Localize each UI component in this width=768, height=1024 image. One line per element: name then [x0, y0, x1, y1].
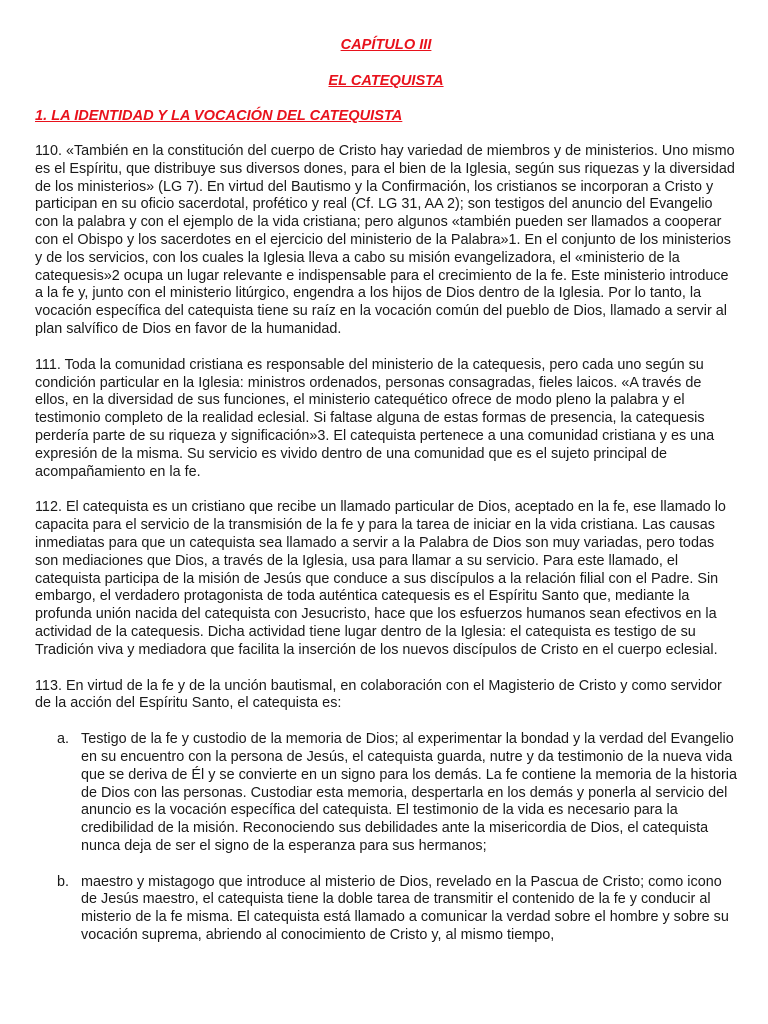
paragraph-112: 112. El catequista es un cristiano que recibe un llamado particular de Dios, aceptado en la fe, ese llamado lo capacita para el servicio de la transmisión de la fe y para la tarea de iniciar en la vida cristiana. Las causas inmediatas para que un catequista sea llamado a servir a la Palabra de Dios son muy variadas, pero todas son mediaciones que Dios, a través de la Iglesia, usa para llamar a su servicio. Para este llamado, el catequista participa de la misión de Jesús que conduce a sus discípulos a la relación filial con el Padre. Sin embargo, el verdadero protagonista de toda auténtica catequesis es el Espíritu Santo que, mediante la profunda unión nacida del catequista con Jesucristo, hace que los esfuerzos humanos sean efectivos en la actividad de la catequesis. Dicha actividad tiene lugar dentro de la Iglesia: el catequista es testigo de su Tradición viva y mediadora que facilita la inserción de los nuevos discípulos de Cristo en el cuerpo eclesial.: [35, 499, 726, 658]
document-body: [35, 28, 737, 963]
list-item-text: Testigo de la fe y custodio de la memoria de Dios; al experimentar la bondad y la verdad del Evangelio en su encuentro con la persona de Jesús, el catequista guarda, nutre y da testimonio de la nueva vida que se deriva de Él y se convierte en un signo para los demás. La fe contiene la memoria de la historia de Dios con las personas. Custodiar esta memoria, despertarla en los demás y ponerla al servicio del anuncio es la vocación específica del catequista. El testimonio de la vida es necesario para la credibilidad de la misión. Reconociendo sus debilidades ante la misericordia de Dios, el catequista nunca deja de ser el signo de la esperanza para sus hermanos;: [81, 731, 737, 854]
list-marker: a.: [57, 731, 70, 748]
list-item-text: maestro y mistagogo que introduce al misterio de Dios, revelado en la Pascua de Cristo; como icono de Jesús maestro, el catequista tiene la doble tarea de transmitir el contenido de la fe y conducir al misterio de la fe misma. El catequista está llamado a comunicar la verdad sobre el hombre y sobre su vocación suprema, abriendo al conocimiento de Cristo y, al mismo tiempo,: [81, 873, 729, 944]
list-item: [35, 874, 737, 945]
list-marker: b.: [57, 873, 70, 890]
chapter-number: CAPÍTULO III: [340, 37, 432, 53]
paragraph-113: 113. En virtud de la fe y de la unción bautismal, en colaboración con el Magisterio de Cristo y como servidor de la acción del Espíritu Santo, el catequista es:: [35, 677, 722, 712]
chapter-title: EL CATEQUISTA: [328, 73, 444, 89]
section-title: 1. LA IDENTIDAD Y LA VOCACIÓN DEL CATEQUISTA: [35, 108, 403, 124]
paragraph-110: 110. «También en la constitución del cuerpo de Cristo hay variedad de miembros y de ministerios. Uno mismo es el Espíritu, que distribuye sus diversos dones, para el bien de la Iglesia, según sus riquezas y la diversidad de los ministerios» (LG 7). En virtud del Bautismo y la Confirmación, los cristianos se incorporan a Cristo y participan en su oficio sacerdotal, profético y real (Cf. LG 31, AA 2); son testigos del anuncio del Evangelio con la palabra y con el ejemplo de la vida cristiana; pero algunos «también pueden ser llamados a cooperar con el Obispo y los sacerdotes en el ejercicio del ministerio de la Palabra»1. En el conjunto de los ministerios y de los servicios, con los cuales la Iglesia lleva a cabo su misión evangelizadora, el «ministerio de la catequesis»2 ocupa un lugar relevante e indispensable para el crecimiento de la fe. Este ministerio introduce a la fe y, junto con el ministerio litúrgico, engendra a los hijos de Dios dentro de la Iglesia. Por lo tanto, la vocación específica del catequista tiene su raíz en la vocación común del pueblo de Dios, llamado a servir al plan salvífico de Dios en favor de la humanidad.: [35, 143, 735, 337]
paragraph-111: 111. Toda la comunidad cristiana es responsable del ministerio de la catequesis, pero cada uno según su condición particular en la Iglesia: ministros ordenados, personas consagradas, fieles laicos. «A través de ellos, en la diversidad de sus funciones, el ministerio catequético ofrece de modo pleno la palabra y el testimonio completo de la realidad eclesial. Si faltase alguna de estas formas de presencia, la catequesis perdería parte de su riqueza y significación»3. El catequista pertenece a una comunidad cristiana y es una expresión de la misma. Su servicio es vivido dentro de una comunidad que es el sujeto principal de acompañamiento en la fe.: [35, 356, 715, 480]
list-item: [35, 731, 737, 856]
catechist-roles-list: [35, 731, 737, 945]
